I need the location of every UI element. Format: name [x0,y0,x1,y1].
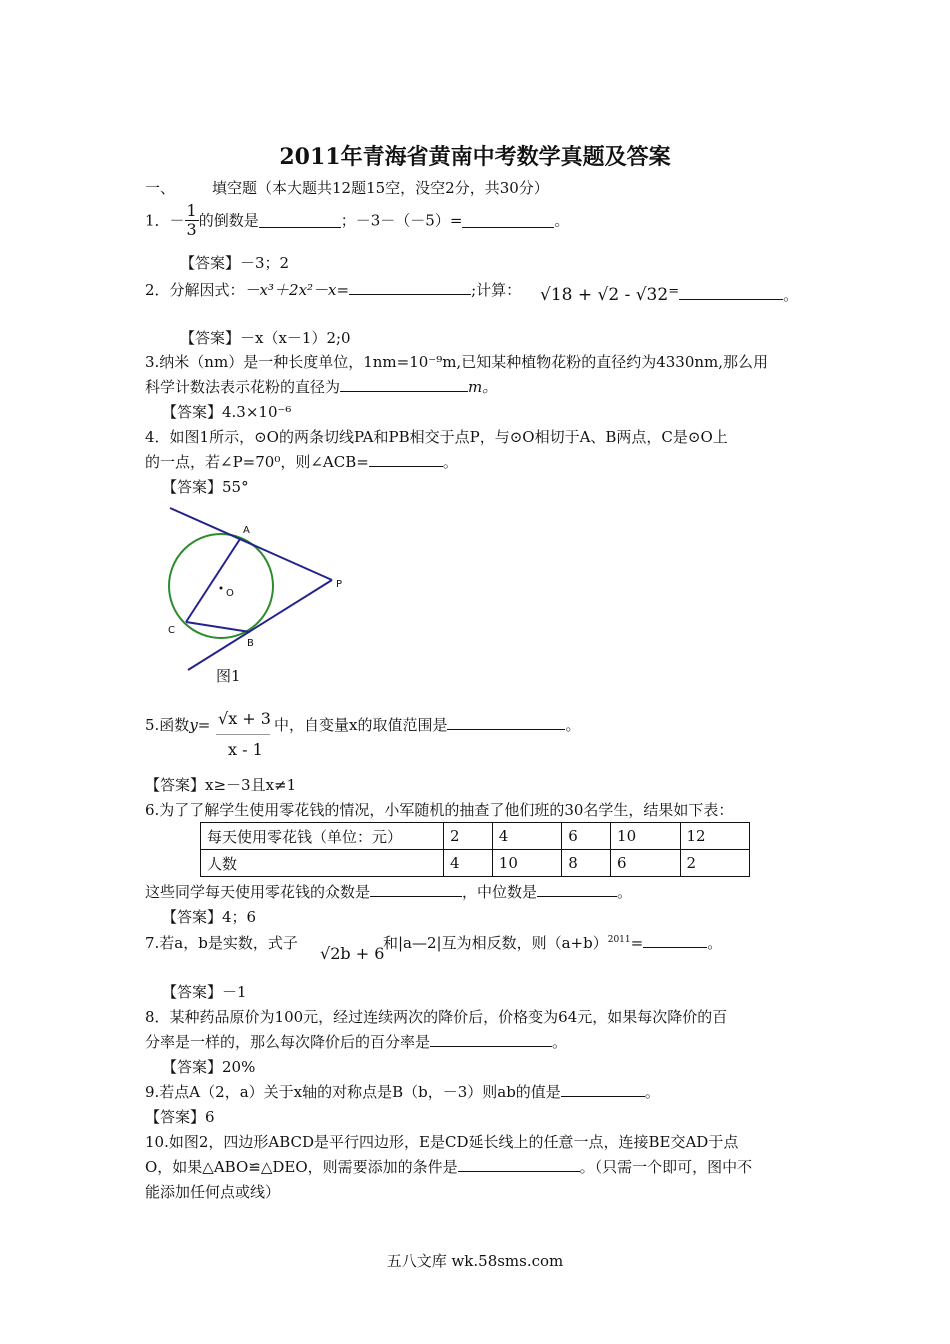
table-cell: 10 [492,850,561,877]
q5-answer: 【答案】x≥－3且x≠1 [145,776,297,794]
q10-line-3: 能添加任何点或线） [145,1183,281,1201]
q5-numerator: √x + 3 [218,709,271,728]
table-cell: 每天使用零花钱（单位：元） [201,823,444,850]
q2-expr: －x³＋2x²－x= [244,281,350,299]
figure-1-circle [169,534,273,638]
q6-blank-1[interactable] [370,882,462,897]
q2-calc [540,284,798,305]
q1-blank-1[interactable] [259,213,341,228]
q6-line-2: 这些同学每天使用零花钱的众数是 ，中位数是 。 [145,883,633,901]
figure-1-chord-ac [186,539,240,622]
q1-label: 1．－ [145,211,185,230]
q3-answer: 【答案】4.3×10⁻⁶ [162,403,292,421]
q8-line-2: 分率是一样的，那么每次降价后的百分率是 。 [145,1033,568,1051]
figure-1-label-a: A [243,525,250,536]
q7-label: 7.若a，b是实数，式子 [145,934,298,952]
figure-1-label-p: P [336,579,343,590]
q10-line-1: 10.如图2，四边形ABCD是平行四边形，E是CD延长线上的任意一点，连接BE交AD于点 [145,1133,739,1151]
q4-line-2: 的一点，若∠P=70⁰，则∠ACB= 。 [145,453,458,471]
q2-blank-2[interactable] [679,285,783,300]
q6-table [200,822,750,877]
figure-1 [150,500,360,675]
q7-answer: 【答案】－1 [162,983,247,1001]
q5-blank[interactable] [447,715,565,730]
question-1 [145,202,569,248]
table-cell: 2 [444,823,493,850]
q5-denominator: x - 1 [228,740,263,759]
q7-expr: √2b + 6 [320,944,385,963]
q3-blank[interactable] [340,377,468,392]
q4-answer: 【答案】55° [162,478,249,496]
q9-answer: 【答案】6 [145,1108,215,1126]
figure-1-center [220,587,223,590]
q2-label: 2．分解因式： [145,281,245,299]
section-number: 一、 [145,179,176,197]
q2-calc-expr: √18 + √2 - √32 [540,285,669,305]
q10-line-2: O，如果△ABO≌△DEO，则需要添加的条件是 。（只需一个即可，图中不 [145,1158,753,1176]
q9-line: 9.若点A（2，a）关于x轴的对称点是B（b，－3）则ab的值是 。 [145,1083,660,1101]
table-cell: 人数 [201,850,444,877]
q8-answer: 【答案】20% [162,1058,256,1076]
q1-text3: 。 [554,211,570,230]
q1-answer: 【答案】－3；2 [180,254,290,272]
table-cell: 4 [492,823,561,850]
q6-blank-2[interactable] [537,882,617,897]
table-cell: 2 [680,850,750,877]
footer: 五八文库 wk.58sms.com [386,1252,564,1270]
table-row [201,823,750,850]
q7-text: 和|a—2|互为相反数，则$(a+b)^{2011}=$ 。 [383,934,723,952]
table-cell: 10 [611,823,680,850]
table-cell: 4 [444,850,493,877]
q4-blank[interactable] [369,452,443,467]
q5-fraction-bar [216,734,270,735]
q5-label: 5.函数y= [145,716,211,734]
q2-answer: 【答案】－x（x－1）2;0 [180,329,351,347]
table-cell: 6 [562,823,611,850]
q4-line-1: 4．如图1所示，⊙O的两条切线PA和PB相交于点P，与⊙O相切于A、B两点，C是⊙O上 [145,428,728,446]
q9-blank[interactable] [561,1082,645,1097]
figure-1-label-c: C [168,625,175,636]
figure-1-label-b: B [247,638,254,649]
q8-blank[interactable] [430,1032,552,1047]
q1-text2: ；－3－（－5）= [340,211,463,230]
table-row [201,850,750,877]
figure-1-label-o: O [226,588,234,599]
q8-line-1: 8．某种药品原价为100元，经过连续两次的降价后，价格变为64元，如果每次降价的百 [145,1008,728,1026]
page-title: 2011年青海省黄南中考数学真题及答案 [279,144,671,170]
q5-text: 中，自变量x的取值范围是 。 [274,716,581,734]
figure-1-caption: 图1 [216,667,241,685]
q10-blank[interactable] [458,1157,580,1172]
q6-answer: 【答案】4；6 [162,908,257,926]
table-cell: 8 [562,850,611,877]
q7-blank[interactable] [643,933,707,948]
q3-line-2: 科学计数法表示花粉的直径为 m。 [145,378,498,396]
table-cell: 6 [611,850,680,877]
q1-fraction: $\frac{1}{3}$ [186,201,197,239]
q2-calc-eq: = [668,284,680,299]
figure-1-tangent-pa [170,508,332,580]
q2-text2: ;计算： [471,281,522,299]
q1-blank-2[interactable] [462,213,554,228]
section-heading: 填空题（本大题共12题15空，没空2分，共30分） [212,179,549,197]
q6-line-1: 6.为了了解学生使用零花钱的情况，小军随机的抽查了他们班的30名学生，结果如下表： [145,801,734,819]
q3-line-1: 3.纳米（nm）是一种长度单位，1nm=10⁻⁹m,已知某种植物花粉的直径约为4330nm,那么用 [145,353,769,371]
q2-calc-end: 。 [783,286,799,304]
table-cell: 12 [680,823,750,850]
q2-blank-1[interactable] [349,280,471,295]
question-2 [145,280,521,300]
q1-text1: 的倒数是 [198,211,259,230]
